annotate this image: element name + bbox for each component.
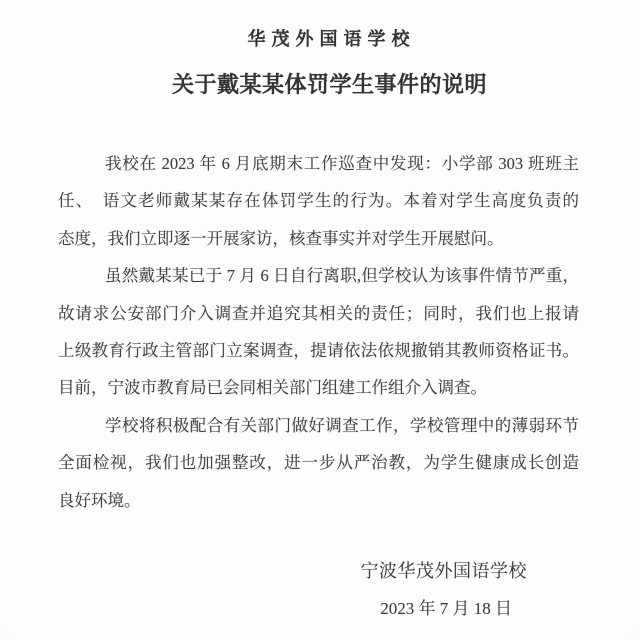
text-line: 任、 语文老师戴某某存在体罚学生的行为。本着对学生高度负责的: [58, 191, 579, 211]
text-line: 态度，我们立即逐一开展家访，核查事实并对学生开展慰问。: [58, 228, 504, 248]
text-line: 我校在 2023 年 6 月底期末工作巡查中发现：小学部 303 班班主: [105, 154, 579, 173]
text-line: 目前，宁波市教育局已会同相关部门组建工作组介入调查。: [58, 378, 487, 398]
date: 2023 年 7 月 18 日: [380, 599, 512, 619]
signature: 宁波华茂外国语学校: [360, 560, 527, 581]
document-subtitle: 关于戴某某体罚学生事件的说明: [171, 72, 487, 97]
document-body: [58, 145, 579, 519]
document-title: 华茂外国语学校: [247, 29, 416, 49]
text-line: 良好环境。: [58, 490, 141, 510]
document-content: [58, 27, 579, 628]
text-line: 上级教育行政主管部门立案调查，提请依法依规撤销其教师资格证书。: [58, 340, 579, 360]
signature-block: [58, 553, 579, 628]
text-line: 全面检视，我们也加强整改，进一步从严治教，为学生健康成长创造: [58, 453, 579, 473]
document-page: [0, 27, 640, 640]
text-line: 学校将积极配合有关部门做好调查工作，学校管理中的薄弱环节: [105, 415, 579, 435]
text-line: 虽然戴某某已于 7 月 6 日自行离职,但学校认为该事件情节严重，: [105, 266, 579, 286]
text-line: 故请求公安部门介入调查并追究其相关的责任；同时，我们也上报请: [58, 303, 579, 323]
